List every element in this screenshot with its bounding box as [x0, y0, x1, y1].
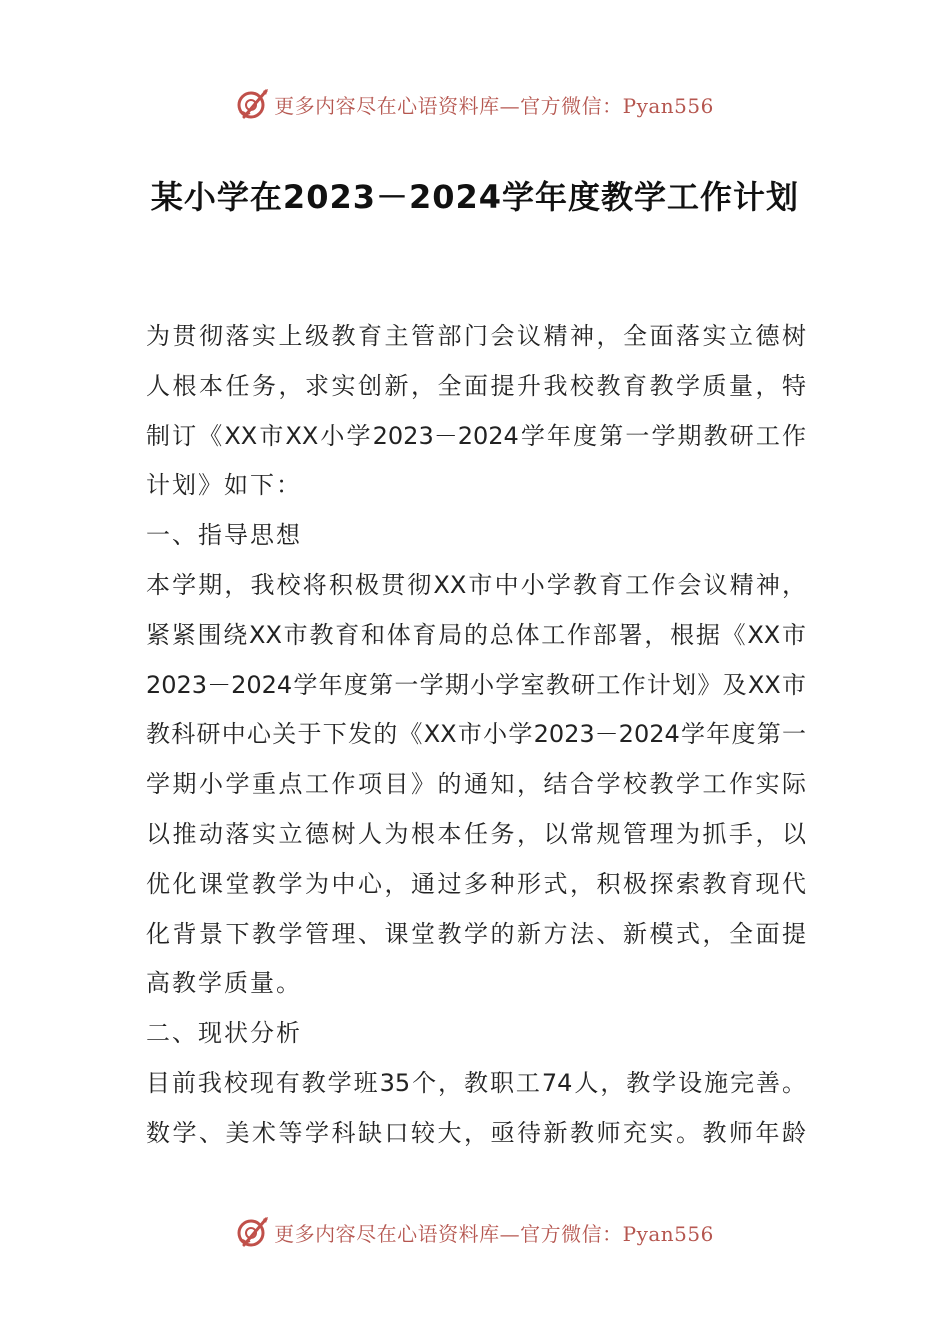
paragraph-line: 学期小学重点工作项目》的通知，结合学校教学工作实际: [146, 770, 806, 799]
banner-text: 更多内容尽在心语资料库—官方微信：Pyan556: [274, 1221, 714, 1246]
pen-circle-logo-icon: [236, 87, 270, 121]
paragraph-line: 为贯彻落实上级教育主管部门会议精神，全面落实立德树: [146, 322, 806, 350]
banner-text: 更多内容尽在心语资料库—官方微信：Pyan556: [274, 93, 714, 118]
paragraph-line: 计划》如下：: [146, 471, 302, 500]
paragraph-line: 紧紧围绕XX市教育和体育局的总体工作部署，根据《XX市: [146, 620, 806, 649]
document-title: 某小学在2023－2024学年度教学工作计划: [150, 178, 800, 216]
paragraph-line: 化背景下教学管理、课堂教学的新方法、新模式，全面提: [146, 919, 806, 948]
paragraph-line: 教科研中心关于下发的《XX市小学2023－2024学年度第一: [146, 720, 806, 749]
paragraph-line: 制订《XX市XX小学2023－2024学年度第一学期教研工作: [146, 421, 806, 450]
paragraph-line: 人根本任务，求实创新，全面提升我校教育教学质量，特: [146, 371, 806, 400]
paragraph-line: 数学、美术等学科缺口较大，亟待新教师充实。教师年龄: [146, 1118, 806, 1147]
paragraph-line: 优化课堂教学为中心，通过多种形式，积极探索教育现代: [146, 869, 806, 898]
paragraph-line: 以推动落实立德树人为根本任务，以常规管理为抓手，以: [146, 819, 806, 848]
pen-circle-logo-icon: [236, 1215, 270, 1249]
document-body: [146, 312, 806, 1159]
header-banner: [0, 84, 950, 124]
footer-banner: [0, 1212, 950, 1252]
paragraph-line: 本学期，我校将积极贯彻XX市中小学教育工作会议精神，: [146, 570, 806, 599]
section-heading: 二、现状分析: [146, 1019, 302, 1048]
section-heading: 一、指导思想: [146, 521, 302, 550]
paragraph-line: 目前我校现有教学班35个，教职工74人，教学设施完善。: [146, 1068, 806, 1097]
paragraph-line: 高教学质量。: [146, 969, 302, 998]
paragraph-line: 2023－2024学年度第一学期小学室教研工作计划》及XX市: [146, 670, 806, 699]
